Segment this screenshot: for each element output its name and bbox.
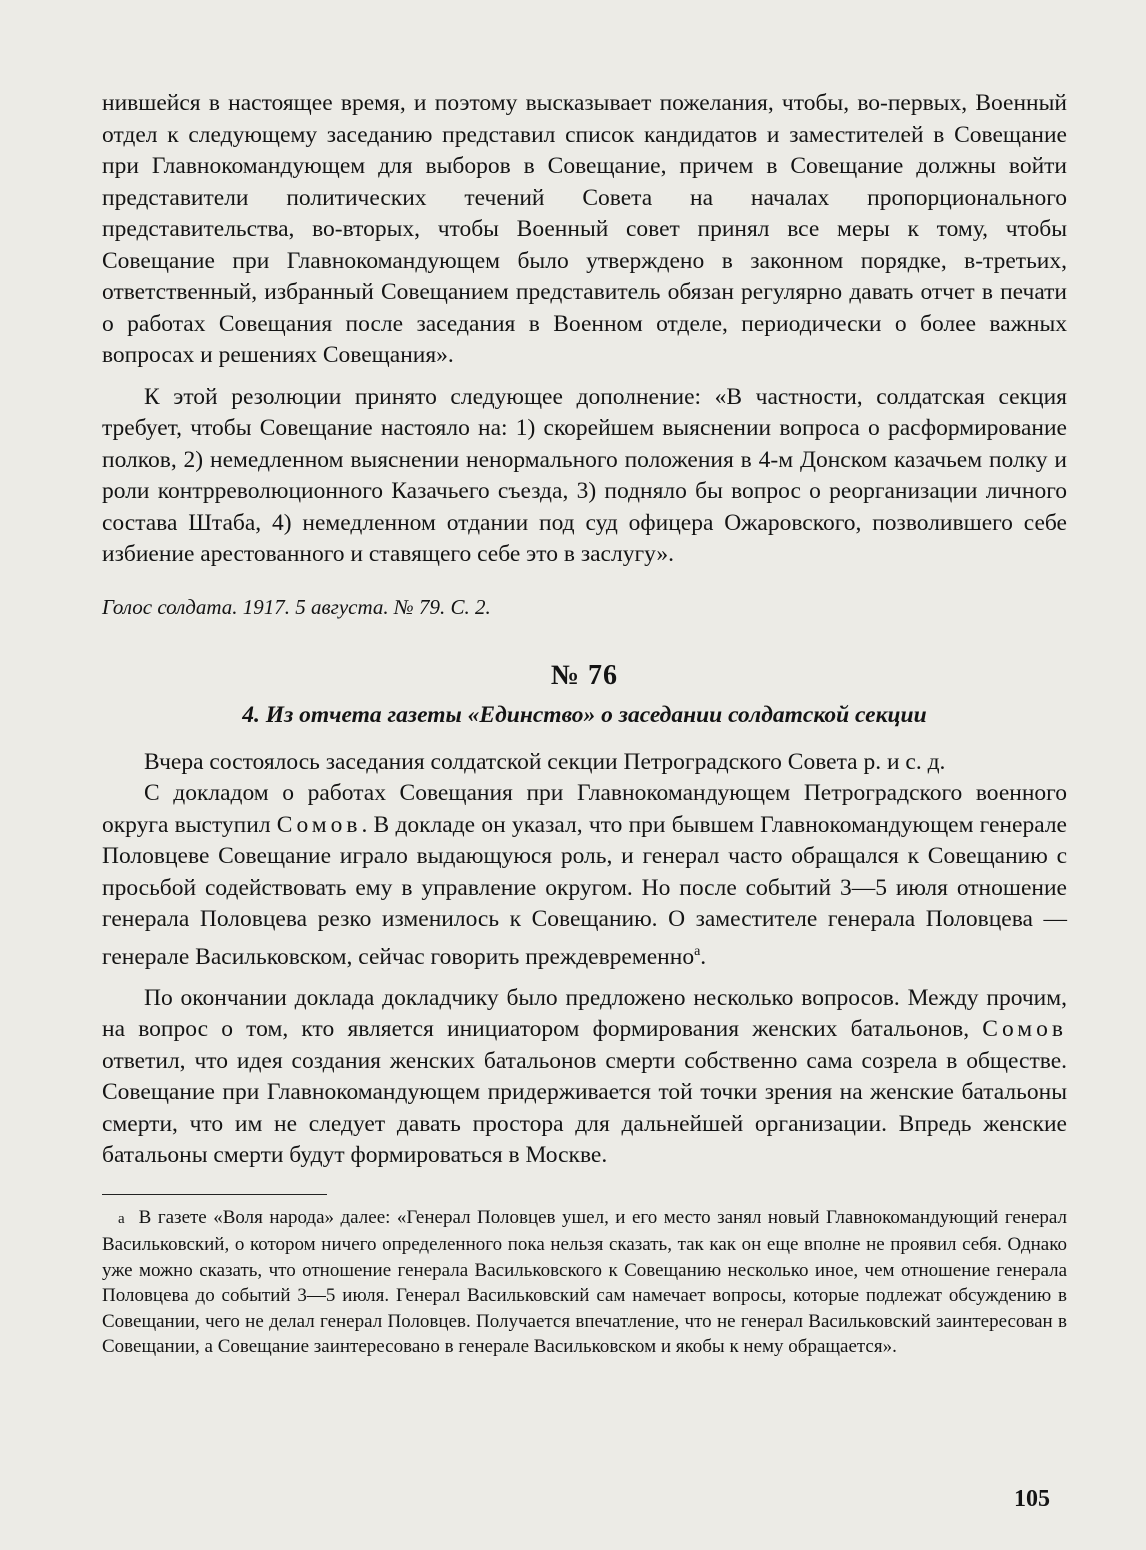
footnote-text: В газете «Воля народа» далее: «Генерал Половцев ушел, и его место занял новый Главнокомандующий генерал Васильковский, о котором ничего определенного пока нельзя сказать, так как он еще вполне не проявил себя. Однако уже можно сказать, что отношение генерала Васильковского к Совещанию несколько иное, чем отношение генерала Половцева до событий 3—5 июля. Генерал Васильковский сам намечает вопросы, которые подлежат обсуждению в Совещании, чего не делал генерал Половцев. Получается впечатление, что не генерал Васильковский заинтересован в Совещании, а Совещание заинтересовано в генерале Васильковском и якобы к нему обращается». <box>102 1206 1067 1358</box>
report-text-a: С докладом о работах Совещания при Главнокомандующем Петроградского военного округа выступил <box>102 780 1067 838</box>
source-citation: Голос солдата. 1917. 5 августа. № 79. С. 2. <box>102 594 491 619</box>
document-number: № 76 <box>550 659 619 691</box>
questions-text-b: ответил, что идея создания женских батальонов смерти собственно сама созрела в обществе. Совещание при Главнокомандующем придерживается той точки зрения на женские батальоны смерти, что им не следует давать простора для дальнейшей организации. Впредь женские батальоны смерти будут формироваться в Москве. <box>102 1047 1067 1169</box>
paragraph-questions <box>102 983 1067 1172</box>
paragraph-continued: нившейся в настоящее время, и поэтому высказывает пожелания, чтобы, во-первых, Военный отдел к следующему заседанию представил список кандидатов и заместителей в Совещание при Главнокомандующем для выборов в Совещание, причем в Совещание должны войти представители политических течений Совета на началах пропорционального представительства, во-вторых, чтобы Военный совет принял все меры к тому, чтобы Совещание при Главнокомандующем было утверждено в законном порядке, в-третьих, ответственный, избранный Совещанием представитель обязан регулярно давать отчет в печати о работах Совещания после заседания в Военном отделе, периодически о более важных вопросах и решениях Совещания». <box>102 90 1067 368</box>
page-body <box>102 88 1067 1360</box>
report-text-b: . В докладе он указал, что при бывшем Главнокомандующем генерале Половцеве Совещание играло выдающуюся роль, и генерал часто обращался к Совещанию с просьбой содействовать ему в управление округом. Но после событий 3—5 июля отношение генерала Половцева резко изменилось к Совещанию. О заместителе генерала Половцева — генерале Васильковском, сейчас говорить преждевременно <box>102 811 1067 970</box>
questions-text-a: По окончании доклада докладчику было предложено несколько вопросов. Между прочим, на вопрос о том, кто является инициатором формирования женских батальонов, <box>102 984 1067 1043</box>
footnote-ref: а <box>694 943 701 959</box>
paragraph-report <box>102 778 1067 973</box>
page-number: 105 <box>1014 1486 1050 1512</box>
footnote <box>102 1205 1067 1360</box>
document-title: 4. Из отчета газеты «Единство» о заседании солдатской секции <box>242 701 927 728</box>
paragraph-addendum: К этой резолюции принято следующее дополнение: «В частности, солдатская секция требует, чтобы Совещание настояло на: 1) скорейшем выяснении вопроса о расформирование полков, 2) немедленном выяснении ненормального положения в 4-м Донском казачьем полку и роли контрреволюционного Казачьего съезда, 3) подняло бы вопрос о реорганизации личного состава Штаба, 4) немедленном отдании под суд офицера Ожаровского, позволившего себе избиение арестованного и ставящего себе это в заслугу». <box>102 383 1067 567</box>
speaker-name: Сомов <box>276 811 362 838</box>
footnote-mark: а <box>118 1210 125 1227</box>
paragraph-meeting: Вчера состоялось заседания солдатской секции Петроградского Совета р. и с. д. <box>144 748 946 775</box>
footnote-divider <box>102 1194 327 1195</box>
speaker-name-2: Сомов <box>982 1016 1067 1043</box>
report-text-c: . <box>700 943 707 970</box>
